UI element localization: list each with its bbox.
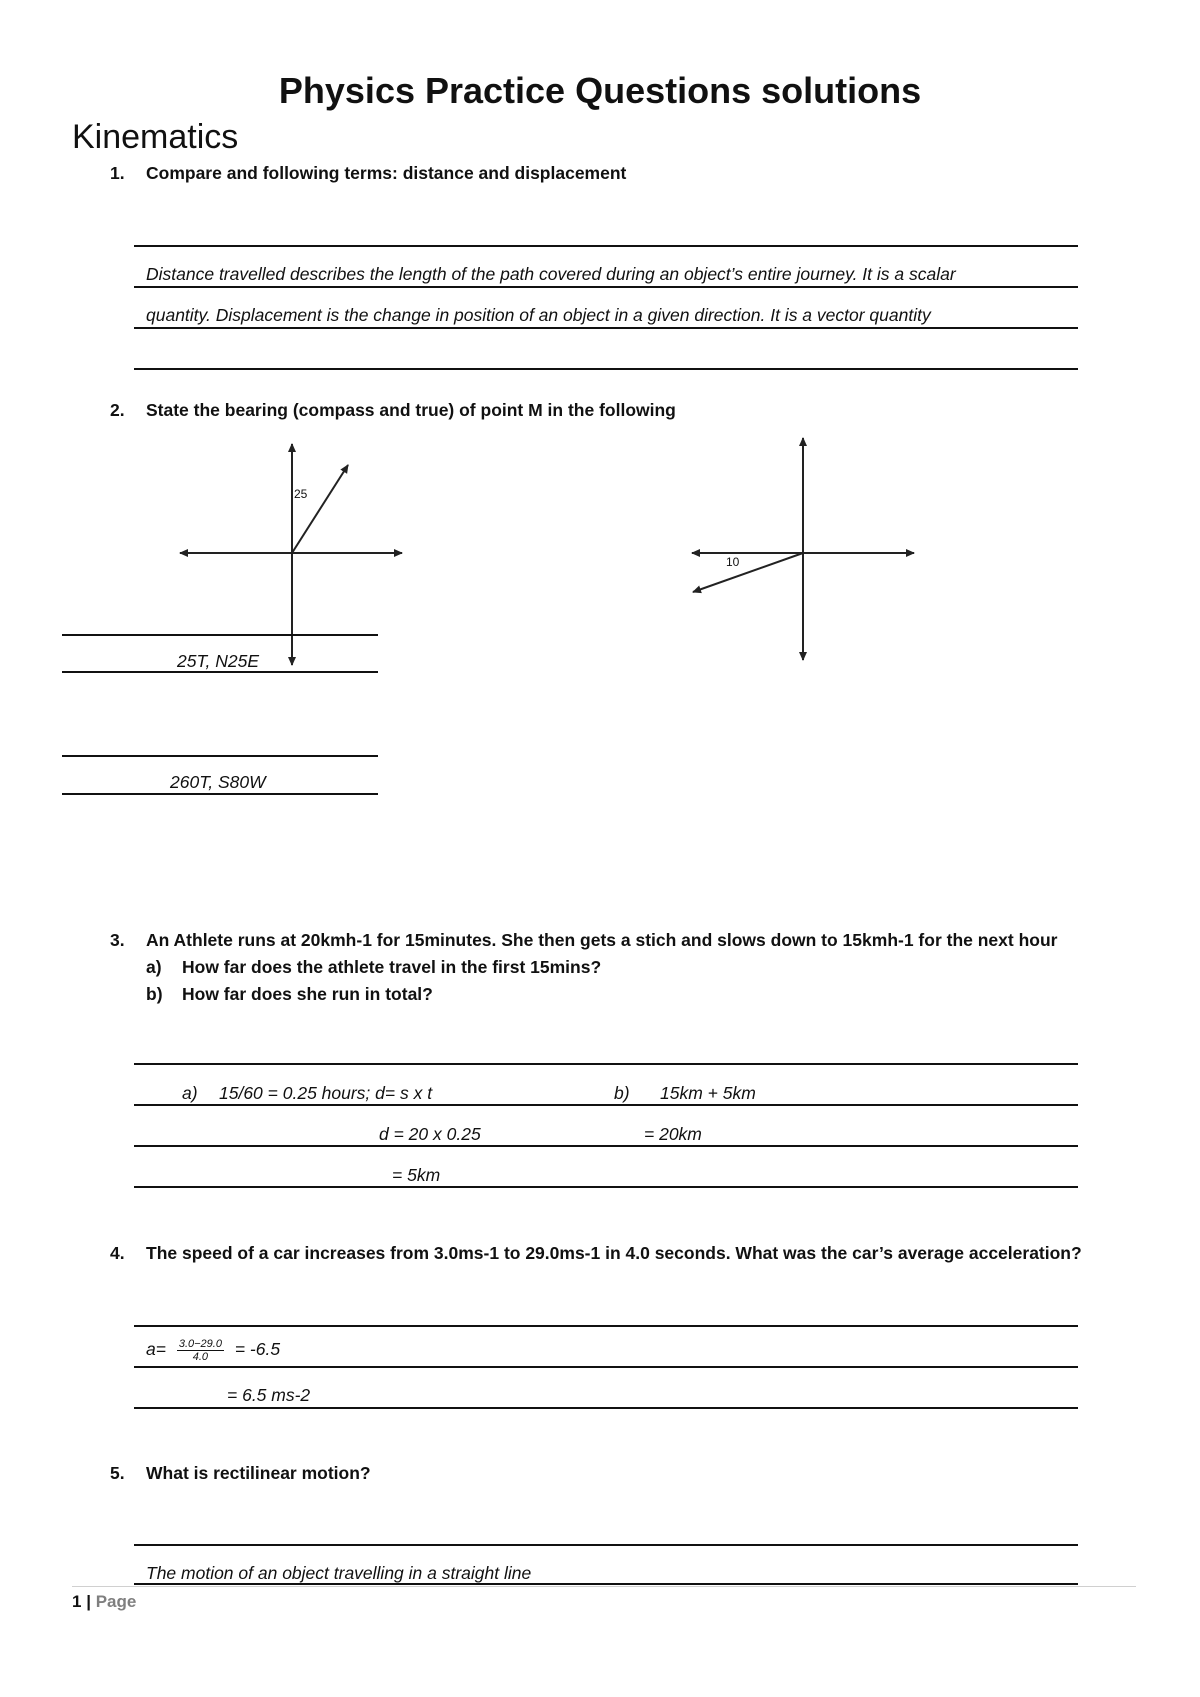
- acceleration-symbol: a=: [146, 1339, 166, 1360]
- answer-line: [62, 671, 378, 673]
- part-label: b): [146, 984, 163, 1004]
- bearing-vector: [292, 465, 348, 553]
- question-number: 2.: [110, 400, 125, 420]
- answer-line: [134, 1366, 1078, 1368]
- q3-answer-a-line-3: = 5km: [392, 1165, 441, 1185]
- question-text: State the bearing (compass and true) of point M in the following: [146, 400, 676, 420]
- answer-line: [134, 1407, 1078, 1409]
- fraction-numerator: 3.0−29.0: [178, 1338, 222, 1350]
- answer-line: [134, 1104, 1078, 1106]
- q1-answer-line-2: quantity. Displacement is the change in position of an object in a given direction. It is a vector quantity: [146, 305, 931, 325]
- q4-answer-line-2: = 6.5 ms-2: [227, 1385, 311, 1405]
- question-text: What is rectilinear motion?: [146, 1463, 371, 1483]
- question-number: 5.: [110, 1463, 125, 1483]
- fraction-denominator: 4.0: [192, 1351, 209, 1363]
- page-title: Physics Practice Questions solutions: [278, 70, 922, 111]
- question-text: Compare and following terms: distance and displacement: [146, 163, 627, 183]
- footer-separator: |: [86, 1592, 91, 1611]
- answer-line: [134, 1186, 1078, 1188]
- question-3: [110, 930, 1070, 952]
- q3-answer-a-line-1: 15/60 = 0.25 hours; d= s x t: [219, 1083, 433, 1103]
- part-label: a): [146, 957, 162, 977]
- fraction: [177, 1338, 224, 1363]
- question-number: 4.: [110, 1243, 125, 1263]
- bearing-vector: [693, 553, 803, 592]
- q3-answer-b-label: b): [614, 1083, 630, 1103]
- question-3-part-b: [146, 984, 846, 1006]
- q3-answer-b-line-1: 15km + 5km: [660, 1083, 756, 1103]
- angle-label-1: 25: [294, 487, 308, 501]
- question-number: 1.: [110, 163, 125, 183]
- question-4: [110, 1243, 1090, 1265]
- answer-line: [62, 755, 378, 757]
- question-text: The speed of a car increases from 3.0ms-1 to 29.0ms-1 in 4.0 seconds. What was the car’s average acceleration?: [146, 1243, 1082, 1263]
- question-5: [110, 1463, 810, 1485]
- q1-answer-line-1: Distance travelled describes the length of the path covered during an object’s entire journey. It is a scalar: [146, 264, 956, 284]
- angle-label-2: 10: [726, 555, 740, 569]
- answer-line: [134, 1145, 1078, 1147]
- q3-answer-a-label: a): [182, 1083, 198, 1103]
- answer-line: [134, 1544, 1078, 1546]
- question-3-part-a: [146, 957, 846, 979]
- part-text: How far does the athlete travel in the first 15mins?: [182, 957, 602, 977]
- q2-answer-1: 25T, N25E: [177, 651, 260, 671]
- q3-answer-b-line-2: = 20km: [644, 1124, 702, 1144]
- answer-line: [134, 1583, 1078, 1585]
- q2-answer-2: 260T, S80W: [170, 772, 266, 792]
- part-text: How far does she run in total?: [182, 984, 433, 1004]
- question-text: An Athlete runs at 20kmh-1 for 15minutes. She then gets a stich and slows down to 15kmh-1 for the next hour: [146, 930, 1058, 950]
- page-word: Page: [95, 1592, 137, 1611]
- acceleration-result: = -6.5: [234, 1339, 281, 1360]
- answer-line: [62, 793, 378, 795]
- answer-line: [134, 1063, 1078, 1065]
- answer-line: [134, 1325, 1078, 1327]
- q3-answer-a-line-2: d = 20 x 0.25: [379, 1124, 481, 1144]
- answer-line: [62, 634, 378, 636]
- page-number: 1: [72, 1592, 82, 1611]
- q5-answer: The motion of an object travelling in a straight line: [146, 1563, 532, 1583]
- section-heading: Kinematics: [72, 118, 239, 156]
- q4-answer-formula: [146, 1338, 280, 1363]
- footer-rule: [72, 1586, 1136, 1587]
- question-number: 3.: [110, 930, 125, 950]
- page-footer: [72, 1592, 136, 1612]
